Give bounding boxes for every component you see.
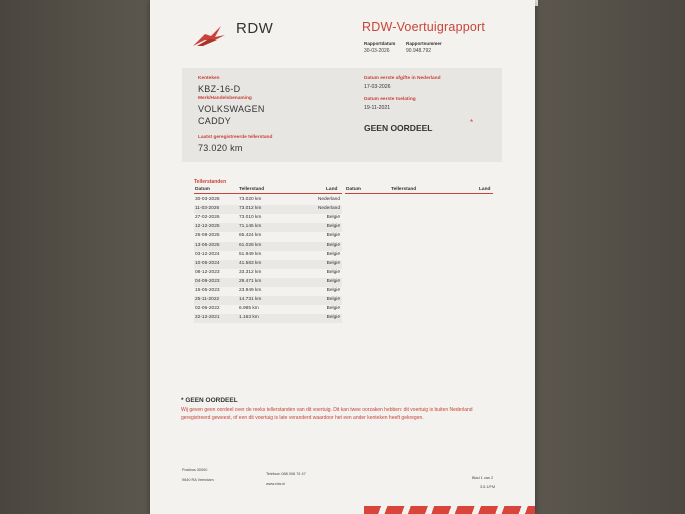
table-row	[194, 232, 342, 241]
table-row	[194, 260, 342, 269]
reading-date: 13-06-2025	[195, 242, 220, 248]
first-admission-value: 19-11-2021	[364, 105, 391, 111]
reading-date: 10-05-2024	[195, 260, 220, 266]
reading-date: 26-08-2025	[195, 233, 220, 239]
brand-label: Merk/Handelsbenaming	[198, 96, 252, 101]
col-header-country: Land	[326, 187, 338, 192]
reading-km: 65.424 km	[239, 233, 262, 239]
report-number-label: Rapportnummer	[406, 41, 442, 46]
reading-country: België	[326, 306, 340, 312]
reading-country: België	[326, 278, 340, 284]
reading-country: Nederland	[317, 197, 340, 202]
reading-date: 22-12-2021	[195, 315, 220, 321]
footnote-text: Wij geven geen oordeel over de reeks tellerstanden van dit voertuig. Dit kan twee oorzaken hebben: dit voertuig is buiten Nederland geregistreerd geweest, of een dit voertuig is late veranderd waardoor het een ander kenteken heeft gekregen.	[181, 407, 473, 421]
table-row	[194, 278, 342, 287]
reading-country: België	[326, 215, 340, 221]
first-admission-label: Datum eerste toelating	[364, 97, 416, 102]
kenteken-label: Kenteken	[198, 76, 220, 81]
table-row	[194, 205, 342, 214]
reading-country: België	[326, 315, 340, 321]
footer-phone: Telefoon 088 008 74 47	[266, 472, 306, 476]
footer-website: www.rdw.nl	[266, 482, 285, 486]
report-title: RDW-Voertuigrapport	[362, 20, 486, 34]
verdict-footnote-mark: *	[470, 118, 474, 127]
report-date-value: 30-03-2026	[364, 48, 390, 54]
brand-value: VOLKSWAGEN	[198, 104, 265, 114]
reading-date: 08-12-2023	[195, 269, 220, 275]
table-rule-right	[345, 193, 493, 194]
reading-km: 14.731 km	[239, 297, 262, 303]
reading-date: 11-03-2026	[195, 206, 220, 212]
reading-country: België	[326, 297, 340, 303]
reading-date: 15-05-2023	[195, 288, 220, 293]
kenteken-value: KBZ-16-D	[198, 84, 241, 94]
col-header-date-right: Datum	[346, 187, 361, 192]
reading-date: 25-11-2022	[195, 297, 220, 303]
reading-km: 1.163 km	[239, 315, 259, 321]
table-row	[194, 287, 342, 296]
verdict-badge: GEEN OORDEEL	[364, 123, 433, 133]
col-header-reading: Tellerstand	[239, 187, 265, 192]
report-number-value: 90.948.792	[406, 48, 432, 54]
footer-postbus: Postbus 30000	[182, 468, 208, 472]
table-row	[194, 196, 342, 205]
table-row	[194, 214, 342, 223]
reading-km: 41.583 km	[239, 260, 262, 266]
table-surface-right	[533, 0, 685, 514]
reading-date: 30-03-2026	[195, 197, 220, 202]
table-surface-left	[0, 0, 150, 514]
reading-date: 04-09-2023	[195, 278, 220, 284]
table-row	[194, 314, 342, 323]
reading-country: België	[326, 224, 340, 230]
col-header-date: Datum	[195, 187, 210, 192]
first-issue-nl-value: 17-03-2026	[364, 84, 391, 90]
reading-country: België	[326, 233, 340, 239]
reading-date: 12-12-2025	[195, 224, 220, 230]
reading-km: 73.010 km	[239, 215, 262, 221]
table-row	[194, 305, 342, 314]
reading-km: 29.471 km	[239, 278, 262, 284]
table-row	[194, 269, 342, 278]
odometer-value: 73.020 km	[198, 143, 243, 153]
reading-km: 71.145 km	[239, 224, 262, 230]
readings-title: Tellerstanden	[194, 179, 227, 185]
reading-km: 23.949 km	[239, 288, 262, 293]
odometer-label: Laatst geregistreerde tellerstand	[198, 135, 273, 140]
footer-code: 3.5.1/FM	[480, 485, 495, 489]
footer-city: 9640 RA Veendam	[182, 478, 214, 482]
table-row	[194, 223, 342, 232]
reading-km: 61.028 km	[239, 242, 262, 248]
reading-date: 27-02-2026	[195, 215, 220, 221]
reading-km: 73.012 km	[239, 206, 262, 212]
reading-date: 03-12-2024	[195, 251, 220, 257]
reading-km: 6.985 km	[239, 306, 259, 312]
report-date-label: Rapportdatum	[364, 41, 396, 46]
reading-country: België	[326, 269, 340, 275]
reading-country: België	[326, 251, 340, 257]
reading-date: 02-06-2022	[195, 306, 220, 312]
reading-country: België	[326, 288, 340, 293]
table-row	[194, 242, 342, 251]
rdw-wordmark: RDW	[236, 20, 274, 37]
footer-page-number: Blad 1 van 2	[472, 476, 494, 480]
reading-country: België	[326, 260, 340, 266]
reading-km: 73.020 km	[239, 197, 262, 202]
footnote-title: * GEEN OORDEEL	[181, 397, 238, 404]
report-page	[150, 0, 535, 514]
model-value: CADDY	[198, 116, 232, 126]
reading-km: 51.949 km	[239, 251, 262, 257]
col-header-reading-right: Tellerstand	[391, 187, 417, 192]
table-row	[194, 251, 342, 260]
footer-stripe	[364, 506, 535, 514]
first-issue-nl-label: Datum eerste afgifte in Nederland	[364, 76, 441, 81]
table-row	[194, 296, 342, 305]
reading-country: België	[326, 242, 340, 248]
rdw-logo-icon	[191, 24, 231, 48]
col-header-country-right: Land	[479, 187, 491, 192]
reading-km: 33.312 km	[239, 269, 262, 275]
reading-country: Nederland	[317, 206, 340, 212]
table-rule-left	[194, 193, 342, 194]
